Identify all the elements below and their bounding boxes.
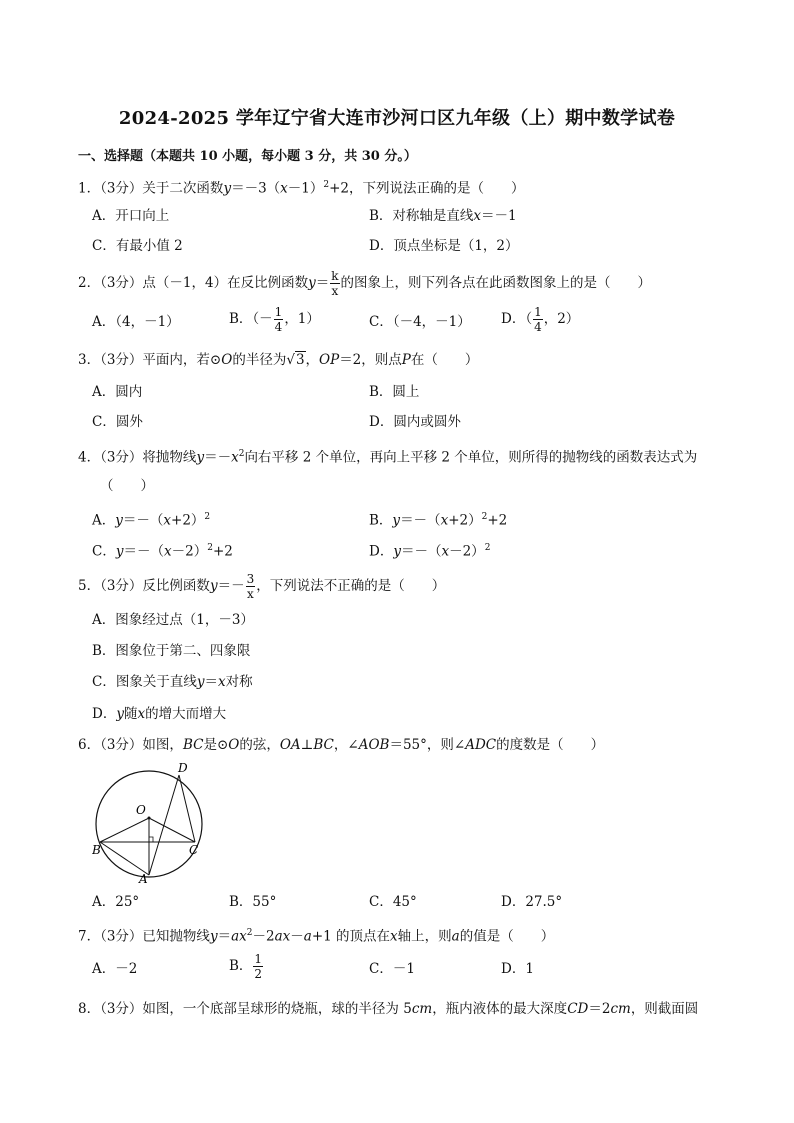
question-4 <box>78 445 697 467</box>
q6-text: ＝55°，则∠ <box>389 737 466 753</box>
frac-num: 1 <box>254 952 263 966</box>
var-adc: ADC <box>465 737 497 753</box>
frac-den: x <box>331 284 339 298</box>
q6-text: ，∠ <box>333 737 359 753</box>
q5-option-b[interactable]: B．图象位于第二、四象限 <box>92 643 251 659</box>
exponent: 2 <box>481 512 488 522</box>
var-x: x <box>217 674 226 690</box>
q5-c-text: ＝ <box>204 674 218 690</box>
q6-text: 是⊙ <box>203 737 229 753</box>
q4-option-c[interactable] <box>92 539 233 561</box>
var-o: O <box>221 352 233 368</box>
fraction-k-over-x <box>330 270 339 297</box>
q4-b-text: ＝－（ <box>400 512 441 529</box>
q6-text: 的度数是（ ） <box>496 737 605 753</box>
circle-geometry-svg <box>92 758 212 883</box>
q2-d-text: ，2） <box>543 311 580 327</box>
frac-num: k <box>331 269 339 283</box>
var-y: y <box>116 706 124 722</box>
var-x: x <box>280 180 288 197</box>
q2-b-text: B．（－ <box>229 311 273 327</box>
var-x: x <box>137 706 146 722</box>
question-1 <box>78 176 525 198</box>
var-y: y <box>223 180 232 197</box>
frac-num: 1 <box>274 305 283 319</box>
q7-text: 7．（3分）已知抛物线 <box>78 928 210 945</box>
var-a: a <box>451 928 460 945</box>
q4-option-a[interactable] <box>92 508 210 530</box>
q2-option-b[interactable] <box>229 306 320 333</box>
q1-text: +2，下列说法正确的是（ ） <box>329 180 525 197</box>
q4-text: 4．（3分）将抛物线 <box>78 449 197 466</box>
exponent: 2 <box>207 543 213 553</box>
frac-num: 1 <box>534 305 542 319</box>
q8-text: ＝2 <box>588 1001 611 1017</box>
question-8 <box>78 1000 698 1018</box>
q1-option-d[interactable]: D．顶点坐标是（1，2） <box>369 238 519 254</box>
q3-option-a[interactable]: A．圆内 <box>92 384 143 400</box>
q8-text: 8．（3分）如图，一个底部呈球形的烧瓶，球的半径为 5 <box>78 1001 412 1017</box>
segment-dc <box>179 775 195 842</box>
q5-option-d[interactable] <box>92 705 226 723</box>
var-x: x <box>440 512 449 529</box>
var-cd: CD <box>567 1001 589 1017</box>
unit-cm: cm <box>411 1001 433 1017</box>
var-y: y <box>196 674 205 690</box>
var-p: P <box>401 352 411 368</box>
q3-option-d[interactable]: D．圆内或圆外 <box>369 414 461 430</box>
frac-den: x <box>247 587 254 601</box>
q7-text: +1 的顶点在 <box>311 928 391 945</box>
frac-den: 2 <box>254 967 263 981</box>
q1-option-a[interactable]: A．开口向上 <box>92 208 170 224</box>
exponent: 2 <box>246 928 253 938</box>
q5-text: ＝－ <box>217 578 245 594</box>
q5-c-text: 对称 <box>225 674 253 690</box>
question-6 <box>78 736 604 754</box>
exponent: 2 <box>238 449 245 459</box>
page-title: 2024-2025 学年辽宁省大连市沙河口区九年级（上）期中数学试卷 <box>118 108 676 129</box>
q7-option-c[interactable]: C．－1 <box>369 961 415 977</box>
var-y: y <box>392 512 401 529</box>
q4-b-text: +2 <box>487 512 508 529</box>
q4-c-text: ＝－（ <box>123 543 164 560</box>
q4-text: 向右平移 2 个单位，再向上平移 2 个单位，则所得的抛物线的函数表达式为 <box>244 449 698 466</box>
sqrt-3: √3 <box>286 352 305 368</box>
q7-option-d[interactable]: D．1 <box>501 961 534 977</box>
q8-text: ，则截面圆 <box>630 1001 699 1017</box>
exponent: 2 <box>323 180 330 190</box>
q5-option-a[interactable]: A．图象经过点（1，－3） <box>92 612 254 628</box>
label-a: A <box>139 872 148 883</box>
q4-a-text: ＝－（ <box>122 512 164 529</box>
var-aob: AOB <box>358 737 390 753</box>
fraction-3-over-x <box>246 573 256 600</box>
q7-text: － <box>290 928 304 945</box>
q1-option-c[interactable]: C．有最小值 2 <box>92 238 183 254</box>
question-5 <box>78 573 445 600</box>
q3-text: ， <box>305 352 320 368</box>
q6-option-b[interactable]: B．55° <box>229 894 277 910</box>
q4-a-text: +2） <box>171 512 205 529</box>
q3-option-b[interactable]: B．圆上 <box>369 384 420 400</box>
q7-text: 轴上，则 <box>397 928 452 945</box>
exponent: 2 <box>204 512 211 522</box>
q3-text: 在（ ） <box>410 352 479 368</box>
var-y: y <box>115 543 124 560</box>
q3-text: 的半径为 <box>232 352 287 368</box>
q5-c-text: C．图象关于直线 <box>92 674 197 690</box>
q4-b-text: B． <box>369 512 393 529</box>
q2-text: 的图象上，则下列各点在此函数图象上的是（ ） <box>340 275 652 291</box>
q8-text: ，瓶内液体的最大深度 <box>432 1001 568 1017</box>
question-2 <box>78 270 651 297</box>
q4-c-text: C． <box>92 543 116 560</box>
q3-text: 3．（3分）平面内，若⊙ <box>78 352 222 368</box>
q6-option-d[interactable]: D．27.5° <box>501 894 563 910</box>
q3-option-c[interactable]: C．圆外 <box>92 414 143 430</box>
var-y: y <box>209 578 218 594</box>
section-heading: 一、选择题（本题共 10 小题，每小题 3 分，共 30 分。） <box>78 149 417 164</box>
var-x: x <box>163 512 172 529</box>
var-op: OP <box>319 352 340 368</box>
q7-text: －2 <box>252 928 275 945</box>
q7-option-a[interactable]: A．－2 <box>92 961 138 977</box>
q1-option-b[interactable] <box>369 207 517 225</box>
segment-ad <box>149 775 179 875</box>
label-b: B <box>92 843 101 857</box>
segment-ob <box>100 818 149 842</box>
q1-text: ＝－3（ <box>231 180 281 197</box>
var-ax: ax <box>231 928 247 945</box>
var-oa: OA <box>279 737 301 753</box>
var-y: y <box>308 275 316 291</box>
var-a: a <box>303 928 312 945</box>
q4-option-d[interactable] <box>369 539 490 561</box>
var-y: y <box>209 928 218 945</box>
segment-oc <box>149 818 195 842</box>
q6-option-c[interactable]: C．45° <box>369 894 417 910</box>
fraction-1-over-2 <box>253 953 263 980</box>
var-x: x <box>390 928 398 945</box>
exponent: 2 <box>484 543 491 553</box>
q4-a-text: A． <box>92 512 116 529</box>
q5-d-text: D． <box>92 706 117 722</box>
var-x: x <box>473 208 482 224</box>
q7-option-b[interactable] <box>229 953 264 980</box>
q1-b-text: ＝－1 <box>481 208 517 224</box>
q2-option-d[interactable] <box>501 306 579 333</box>
q1-b-text: B．对称轴是直线 <box>369 208 474 224</box>
var-o: O <box>228 737 240 753</box>
q4-c-text: +2 <box>212 543 233 560</box>
q4-answer-bracket: （ ） <box>100 478 154 494</box>
q2-b-text: ，1） <box>284 311 320 327</box>
q6-text: 的弦， <box>239 737 280 753</box>
q2-option-c[interactable]: C．（－4，－1） <box>369 314 471 330</box>
label-c: C <box>189 843 199 857</box>
var-x: x <box>441 543 450 560</box>
q5-text: ，下列说法不正确的是（ ） <box>256 578 446 594</box>
label-d: D <box>178 761 188 775</box>
q2-d-text: D．（ <box>501 311 533 327</box>
unit-cm: cm <box>610 1001 631 1017</box>
question-7 <box>78 924 554 946</box>
frac-den: 4 <box>274 320 283 334</box>
q3-text: ＝2，则点 <box>339 352 402 368</box>
radicand: 3 <box>295 352 305 368</box>
q5-d-text: 的增大而增大 <box>145 706 227 722</box>
q2-text: ＝ <box>315 275 330 291</box>
frac-num: 3 <box>246 572 255 586</box>
fraction-1-over-4 <box>274 306 284 333</box>
q4-option-b[interactable] <box>369 508 507 530</box>
q1-text: 1．（3分）关于二次函数 <box>78 180 224 197</box>
q5-d-text: 随 <box>123 706 138 722</box>
label-o: O <box>136 803 146 817</box>
q5-option-c[interactable] <box>92 673 253 691</box>
right-angle-mark <box>149 837 153 842</box>
circle-figure <box>92 758 212 883</box>
var-x: x <box>163 543 172 560</box>
var-ax: ax <box>274 928 291 945</box>
q7-text: 的值是（ ） <box>459 928 555 945</box>
q2-text: 2．（3分）点（－1，4）在反比例函数 <box>78 275 309 291</box>
q6-text: ⊥ <box>300 737 314 753</box>
var-x: x <box>231 449 239 466</box>
q4-d-text: －2） <box>449 543 485 560</box>
segment-ba <box>100 842 149 875</box>
question-3 <box>78 351 478 369</box>
var-bc: BC <box>313 737 334 753</box>
q4-text: ＝－ <box>204 449 232 466</box>
q6-option-a[interactable]: A．25° <box>92 894 140 910</box>
center-point <box>148 817 151 820</box>
frac-den: 4 <box>534 320 542 334</box>
q5-text: 5．（3分）反比例函数 <box>78 578 210 594</box>
var-bc: BC <box>182 737 204 753</box>
q2-option-a[interactable]: A．（4，－1） <box>92 314 180 330</box>
q4-d-text: D． <box>369 543 394 560</box>
var-y: y <box>393 543 401 560</box>
q6-text: 6．（3分）如图， <box>78 737 183 753</box>
q4-b-text: +2） <box>448 512 482 529</box>
q4-c-text: －2） <box>171 543 208 560</box>
q7-text: ＝ <box>217 928 232 945</box>
var-y: y <box>115 512 123 529</box>
q1-text: －1） <box>287 180 324 197</box>
q7-b-text: B． <box>229 958 253 974</box>
fraction-1-over-4 <box>533 306 543 333</box>
var-y: y <box>196 449 205 466</box>
q4-d-text: ＝－（ <box>400 543 442 560</box>
